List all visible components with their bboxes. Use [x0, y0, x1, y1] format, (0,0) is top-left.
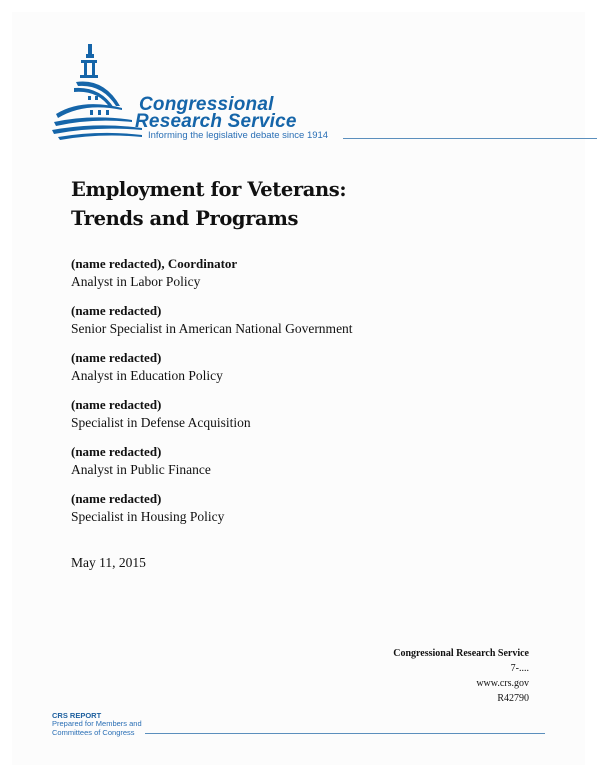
title-line-1: Employment for Veterans: [71, 178, 347, 201]
author-title: Analyst in Labor Policy [71, 274, 201, 289]
author-entry [71, 349, 353, 385]
author-name: (name redacted) [71, 444, 162, 459]
footer-heading: CRS REPORT [52, 711, 102, 720]
author-title: Analyst in Public Finance [71, 462, 211, 477]
footer-block [52, 711, 142, 737]
publication-date: May 11, 2015 [71, 555, 146, 570]
author-title: Specialist in Housing Policy [71, 509, 225, 524]
crs-name: Congressional Research Service [393, 648, 529, 659]
author-title: Senior Specialist in American National Government [71, 321, 353, 336]
author-entry [71, 490, 353, 526]
author-entry [71, 396, 353, 432]
title-line-2: Trends and Programs [71, 207, 299, 230]
document-title [71, 175, 346, 233]
crs-logo [52, 42, 552, 142]
org-name-line2: Research Service [135, 111, 297, 132]
crs-phone: 7-.... [510, 663, 529, 674]
author-title: Specialist in Defense Acquisition [71, 415, 251, 430]
crs-contact-block [393, 646, 529, 706]
author-name: (name redacted) [71, 491, 162, 506]
author-list [71, 255, 353, 537]
author-name: (name redacted) [71, 397, 162, 412]
report-number: R42790 [497, 693, 529, 704]
header-rule [343, 138, 597, 139]
crs-website-link[interactable]: www.crs.gov [476, 678, 529, 689]
footer-line-2: Committees of Congress [52, 727, 135, 737]
capitol-dome-icon [52, 42, 142, 142]
org-name-line1: Congressional [139, 94, 274, 115]
author-name: (name redacted), Coordinator [71, 256, 238, 271]
author-name: (name redacted) [71, 303, 162, 318]
author-name: (name redacted) [71, 350, 162, 365]
author-title: Analyst in Education Policy [71, 368, 223, 383]
footer-rule [145, 733, 545, 734]
author-entry [71, 443, 353, 479]
tagline: Informing the legislative debate since 1914 [148, 130, 329, 141]
footer-line-1: Prepared for Members and [52, 719, 142, 728]
author-entry [71, 302, 353, 338]
author-entry [71, 255, 353, 291]
